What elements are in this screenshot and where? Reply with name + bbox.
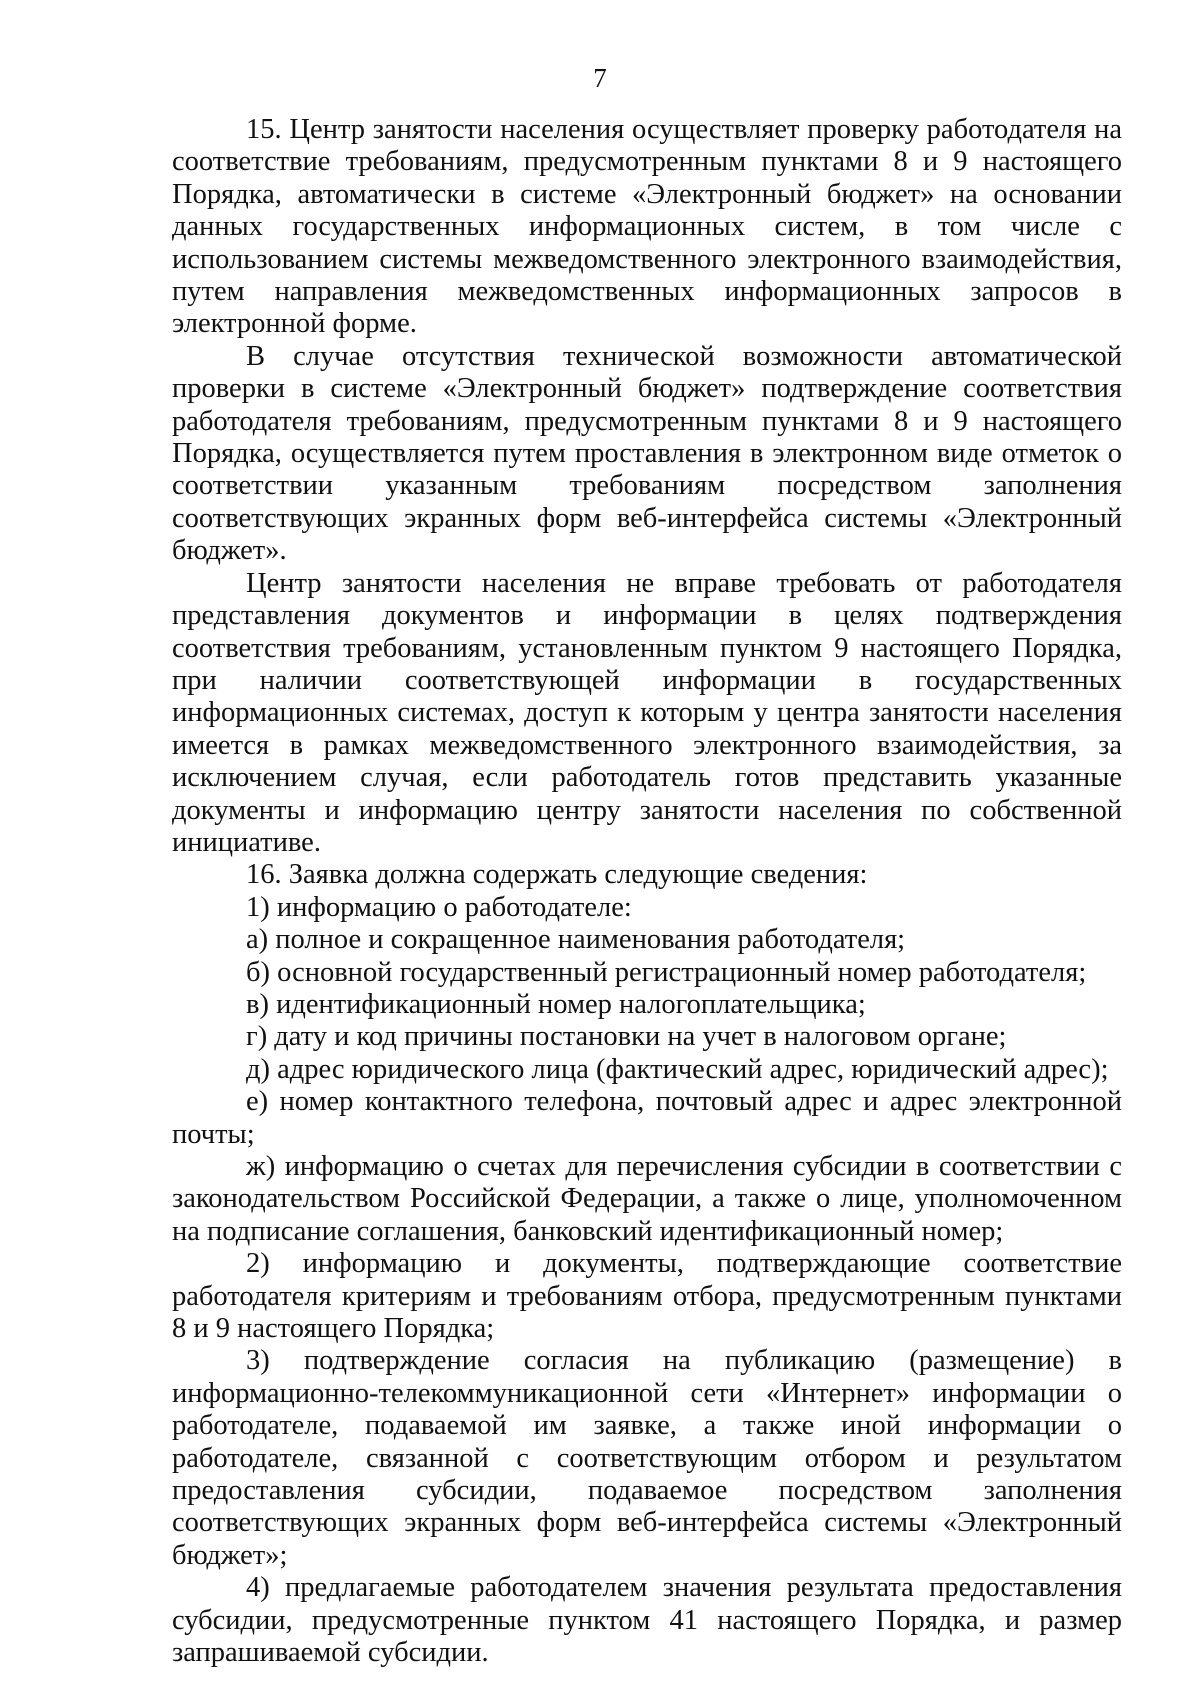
list-item-1zh: ж) информацию о счетах для перечисления субсидии в соответствии с законодательством Российской Федерации, а также о лице, уполномоченном на подписание соглашения, банковский идентификационный номер; xyxy=(172,1151,1122,1247)
paragraph-no-documents-required: Центр занятости населения не вправе требовать от работодателя представления документов и информации в целях подтверждения соответствия требованиям, установленным пунктом 9 настоящего Порядка, при наличии соответствующей информации в государственных информационных системах, доступ к которым у центра занятости населения имеется в рамках межведомственного электронного взаимодействия, за исключением случая, если работодатель готов представить указанные документы и информацию центру занятости населения по собственной инициативе. xyxy=(172,567,1122,858)
list-item-2: 2) информацию и документы, подтверждающие соответствие работодателя критериям и требованиям отбора, предусмотренным пунктами 8 и 9 настоящего Порядка; xyxy=(172,1248,1122,1345)
list-item-4: 4) предлагаемые работодателем значения результата предоставления субсидии, предусмотренные пунктом 41 настоящего Порядка, и размер запрашиваемой субсидии. xyxy=(172,1572,1122,1669)
list-item-1g: г) дату и код причины постановки на учет в налоговом органе; xyxy=(246,1021,1007,1053)
list-item-1v: в) идентификационный номер налогоплательщика; xyxy=(246,988,866,1020)
page-number: 7 xyxy=(593,63,607,93)
document-body xyxy=(172,114,1122,1670)
list-item-1a: а) полное и сокращенное наименования работодателя; xyxy=(246,924,906,956)
list-item-1b: б) основной государственный регистрационный номер работодателя; xyxy=(246,956,1087,988)
list-item-3: 3) подтверждение согласия на публикацию (размещение) в информационно-телекоммуникационной сети «Интернет» информации о работодателе, подаваемой им заявке, а также иной информации о работодателе, связанной с соответствующим отбором и результатом предоставления субсидии, подаваемое посредством заполнения соответствующих экранных форм веб-интерфейса системы «Электронный бюджет»; xyxy=(172,1345,1122,1571)
paragraph-15: 15. Центр занятости населения осуществляет проверку работодателя на соответствие требованиям, предусмотренным пунктами 8 и 9 настоящего Порядка, автоматически в системе «Электронный бюджет» на основании данных государственных информационных систем, в том числе с использованием системы межведомственного электронного взаимодействия, путем направления межведомственных информационных запросов в электронной форме. xyxy=(172,114,1122,340)
list-item-1d: д) адрес юридического лица (фактический адрес, юридический адрес); xyxy=(246,1053,1109,1085)
paragraph-16: 16. Заявка должна содержать следующие сведения: xyxy=(246,859,868,891)
list-item-1e: е) номер контактного телефона, почтовый адрес и адрес электронной почты; xyxy=(172,1086,1122,1150)
list-item-1: 1) информацию о работодателе: xyxy=(246,891,632,923)
paragraph-manual-check: В случае отсутствия технической возможности автоматической проверки в системе «Электронный бюджет» подтверждение соответствия работодателя требованиям, предусмотренным пунктами 8 и 9 настоящего Порядка, осуществляется путем проставления в электронном виде отметок о соответствии указанным требованиям посредством заполнения соответствующих экранных форм веб-интерфейса системы «Электронный бюджет». xyxy=(172,340,1122,567)
